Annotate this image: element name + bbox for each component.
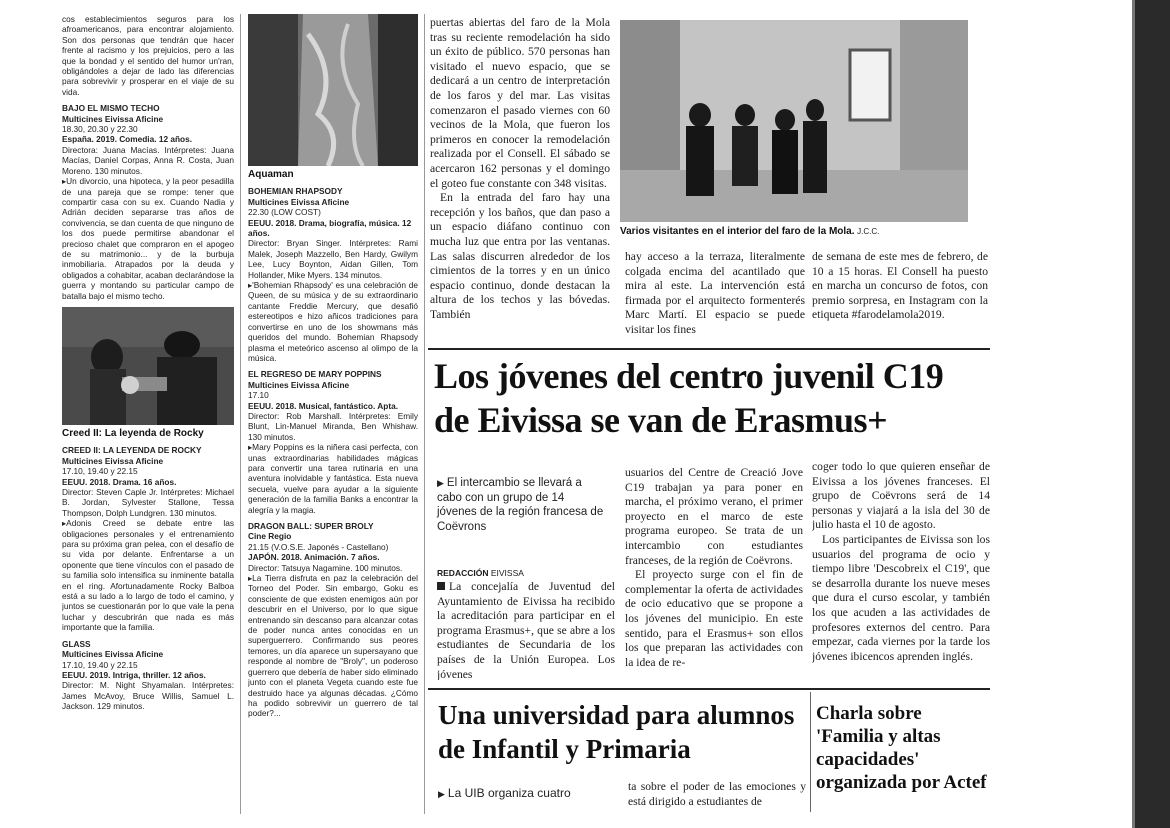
film-synopsis: ▸La Tierra disfruta en paz la celebración del Torneo del Poder. Sin embargo, Goku es consciente de que existen enemigos aún por descubrir en el Universo, por lo que sigue entrenando sin descanso para alcanzar cotas de poder nunca antes conocidas en un superguerrero. Confirmando sus peores temores, un día aparece un supersayano que responde al nombre de "Broly", un poderoso guerrero que debería de haber sido eliminado junto con el planeta Vegeta cuando este fue destruido hace ya algunas décadas. ¿Cómo ha podido sobrevivir un guerrero de tal poder?... xyxy=(248,573,418,719)
erasmus-headline xyxy=(434,354,990,442)
aquaman-photo xyxy=(248,14,418,166)
lighthouse-interior-icon xyxy=(620,20,968,222)
column-divider xyxy=(810,692,811,812)
faro-text: En la entrada del faro hay una recepción y los baños, que dan paso a un espacio diáfano continuo con mucha luz que entra por las ventanas. Las salas discurren alrededor de los cimientos de la torres y en un único espacio continuo, donde destacan la altura de los techos y las bóvedas. También xyxy=(430,191,610,321)
film-cinema: Multicines Eivissa Aficine xyxy=(248,196,350,207)
film-times: 22.30 (LOW COST) xyxy=(248,207,321,218)
film-credits: Director: Tatsuya Nagamine. 100 minutos. xyxy=(248,562,403,573)
faro-text: de semana de este mes de febrero, de 10 a 15 horas. El Consell ha puesto en marcha un concurso de fotos, con premio sorpresa, en Instagram con la etiqueta #farodelamola2019. xyxy=(812,250,988,322)
faro-article-col3 xyxy=(812,250,988,346)
film-credits: Director: Steven Caple Jr. Intérpretes: Michael B. Jordan, Sylvester Stallone, Tessa Thompson, Dolph Lundgren. 130 minutos. xyxy=(62,487,234,518)
universidad-text xyxy=(628,780,806,810)
byline-place: EIVISSA xyxy=(490,568,524,578)
universidad-headline xyxy=(438,698,808,766)
film-cinema: Multicines Eivissa Aficine xyxy=(62,649,164,660)
universidad-lead xyxy=(438,786,618,802)
film-times: 17.10, 19.40 y 22.15 xyxy=(62,466,138,477)
left-listings-column xyxy=(62,14,234,822)
faro-article-col1 xyxy=(430,16,610,346)
photo-caption: Aquaman xyxy=(248,169,294,180)
aquaman-figure-icon xyxy=(248,14,418,166)
film-title: EL REGRESO DE MARY POPPINS xyxy=(248,369,382,380)
film-synopsis: ▸Adonis Creed se debate entre las obligaciones personales y el entrenamiento para su próxima gran pelea, con el desafío de su vida por delante. Enfrentarse a un oponente que tiene vínculos con el pasado de su familia solo intensifica su inminente batalla en el ring. Afortunadamente Rocky Balboa está a su lado a lo largo de todo el camino, y juntos se cuestionarán por lo que vale la pena luchar y descubrirán que nada es más importante que la familia. xyxy=(62,518,234,633)
faro-article-col2 xyxy=(625,250,805,346)
photo-caption: Creed II: La leyenda de Rocky xyxy=(62,427,204,439)
erasmus-lead xyxy=(437,476,607,534)
article-text: El proyecto surge con el fin de complementar la oferta de actividades de ocio educativo que se propone a los jóvenes del municipio. En este sentido, para el Erasmus+ son ellos los que preparan las actividades con la idea de re- xyxy=(625,568,803,669)
film-info: EEUU. 2019. Intriga, thriller. 12 años. xyxy=(62,669,206,680)
film-credits: Director: Bryan Singer. Intérpretes: Rami Malek, Joseph Mazzello, Ben Hardy, Gwilym Lee, Lucy Boynton, Aidan Gillen, Tom Hollander, Mike Myers. 134 minutos. xyxy=(248,238,418,280)
faro-photo-caption-row xyxy=(620,226,968,237)
film-cinema: Cine Regio xyxy=(248,531,292,542)
column-divider xyxy=(240,14,241,814)
film-credits: Directora: Juana Macías. Intérpretes: Juana Macías, Daniel Corpas, Anna R. Costa, Juan Moreno. 130 minutos. xyxy=(62,144,234,176)
film-cinema: Multicines Eivissa Aficine xyxy=(62,113,164,124)
film-credits: Director: Rob Marshall. Intérpretes: Emily Blunt, Lin-Manuel Miranda, Ben Whishaw. 130 minutos. xyxy=(248,410,418,442)
faro-photo xyxy=(620,20,968,222)
faro-text: hay acceso a la terraza, literalmente colgada encima del acantilado que mira al este. La intervención está firmada por el arquitecto formenterés Marc Martí. El espacio se puede visitar los fines xyxy=(625,250,805,336)
boxing-scene-icon xyxy=(62,307,234,425)
article-text: ta sobre el poder de las emociones y está dirigido a estudiantes de xyxy=(628,780,806,808)
film-cinema: Multicines Eivissa Aficine xyxy=(62,455,164,466)
film-synopsis: ▸'Bohemian Rhapsody' es una celebración de Queen, de su música y de su extraordinario cantante Freddie Mercury, que desafió estereotipos e hizo añicos tradiciones para convertirse en uno de los showmans más queridos del mundo. Bohemian Rhapsody plasma el meteórico ascenso al olimpo de la música. xyxy=(248,280,418,363)
film-times: 17.10 xyxy=(248,390,269,401)
film-credits: Director: M. Night Shyamalan. Intérpretes: James McAvoy, Bruce Willis, Samuel L. Jackson. 129 minutos. xyxy=(62,680,234,712)
film-info: EEUU. 2018. Musical, fantástico. Apta. xyxy=(248,400,399,411)
lead-text: La UIB organiza cuatro xyxy=(447,786,571,800)
article-text: La concejalía de Juventud del Ayuntamiento de Eivissa ha recibido la acreditación para participar en el programa Erasmus+, que se abre a los estudiantes de Secundaria de los países de la Unión Europea. Los jóvenes xyxy=(437,580,615,680)
erasmus-col1 xyxy=(437,580,615,680)
film-info: EEUU. 2018. Drama, biografía, música. 12 años. xyxy=(248,217,412,239)
photo-caption: Varios visitantes en el interior del faro de la Mola. xyxy=(620,226,855,237)
photo-credit: J.C.C. xyxy=(857,227,880,236)
film-info: EEUU. 2018. Drama. 16 años. xyxy=(62,476,177,487)
erasmus-col2 xyxy=(625,466,803,680)
film-title: GLASS xyxy=(62,638,91,649)
film-title: DRAGON BALL: SUPER BROLY xyxy=(248,521,374,531)
square-bullet-icon xyxy=(437,582,445,590)
intro-text: cos establecimientos seguros para los afroamericanos, para encontrar alojamiento. Son dos personas que tendrán que hacer frente al racismo y los prejuicios, pero a las que la bondad y el sentido del humor un'ran, obligándoles a dejar de lado las diferencias para sobrevivir y prosperar en el viaje de su vida. xyxy=(62,14,234,97)
triangle-bullet-icon: ▶ xyxy=(437,478,444,488)
film-info: JAPÓN. 2018. Animación. 7 años. xyxy=(248,552,380,563)
lead-text: El intercambio se llevará a cabo con un grupo de 14 jóvenes de la región francesa de Coëvrons xyxy=(437,477,604,533)
byline-author: REDACCIÓN xyxy=(437,568,489,578)
erasmus-byline xyxy=(437,568,524,578)
film-title: CREED II: LA LEYENDA DE ROCKY xyxy=(62,445,202,456)
film-info: España. 2019. Comedia. 12 años. xyxy=(62,134,193,145)
film-times: 18.30, 20.30 y 22.30 xyxy=(62,124,138,135)
section-rule xyxy=(428,348,990,350)
film-synopsis: ▸Un divorcio, una hipoteca, y la peor pesadilla de una pareja que se rompe: tener que compartir casa con su ex. Cuando Nadia y Adrián deciden separarse tras años de convivencia, se dan cuenta de que ninguno de los dos puede permitirse abandonar el precioso chalet que compraron en el apogeo de su matrimonio... y de la burbuja inmobiliaria. Atrapados por la deuda y obligados a cohabitar, acaban declarándose la guerra y montando su particular campo de batalla bajo el mismo techo. xyxy=(62,176,234,301)
headline-line: de Infantil y Primaria xyxy=(438,734,691,764)
erasmus-col3 xyxy=(812,460,990,680)
film-title: BAJO EL MISMO TECHO xyxy=(62,103,160,114)
second-listings-column xyxy=(248,14,418,822)
triangle-bullet-icon: ▶ xyxy=(438,789,445,799)
film-synopsis: ▸Mary Poppins es la niñera casi perfecta, con unas extraordinarias habilidades mágicas para convertir una tarea rutinaria en una aventura inolvidable y fantástica. Esta nueva secuela, vuelve para ayudar a la siguiente generación de la familia Banks a encontrar la alegría y la magia. xyxy=(248,442,418,515)
section-rule xyxy=(428,688,990,690)
film-title: BOHEMIAN RHAPSODY xyxy=(248,186,343,197)
article-text: coger todo lo que quieren enseñar de Eivissa a los jóvenes franceses. El grupo de Coëvrons será de 14 personas y viajará a la isla del 30 de julio hasta el 10 de agosto. xyxy=(812,460,990,532)
article-text: usuarios del Centre de Creació Jove C19 trabajan ya para poner en marcha, el próximo verano, el primer proyecto en el marco de este programa europeo. Se trata de un intercambio con estudiantes franceses, de la región de Coëvrons. xyxy=(625,466,803,567)
faro-text: puertas abiertas del faro de la Mola tras su reciente remodelación ha sido un éxito de público. 570 personas han visitado el nuevo espacio, que se dedicará a un centro de interpretación de los faros y del mar. Las visitas comenzaron el pasado viernes con 60 vecinos de la Mola, que fueron los primeros en conocer la remodelación realizada por el Consell. El sábado se acercaron 162 personas y el domingo el goteo fue constante con 348 visitas. xyxy=(430,16,610,190)
film-times: 21.15 (V.O.S.E. Japonés - Castellano) xyxy=(248,541,389,552)
headline-line: Una universidad para alumnos xyxy=(438,700,795,730)
film-cinema: Multicines Eivissa Aficine xyxy=(248,379,350,390)
headline-line: Los jóvenes del centro juvenil C19 xyxy=(434,356,944,396)
charla-headline: Charla sobre 'Familia y altas capacidades' organizada por Actef xyxy=(816,703,987,793)
headline-line: de Eivissa se van de Erasmus+ xyxy=(434,400,888,440)
scan-edge-bar xyxy=(1132,0,1170,828)
article-text: Los participantes de Eivissa son los usuarios del programa de ocio y tiempo libre 'Descobreix el C19', que se desarrolla durante los nueve meses que dura el curso escolar, y también los que acuden a las actividades de profesores externos del centro. Para empezar, cada viernes por la tarde los jóvenes ibicencos aprenden inglés. xyxy=(812,532,990,663)
creed-photo xyxy=(62,307,234,425)
column-divider xyxy=(424,14,425,814)
film-times: 17.10, 19.40 y 22.15 xyxy=(62,659,138,670)
